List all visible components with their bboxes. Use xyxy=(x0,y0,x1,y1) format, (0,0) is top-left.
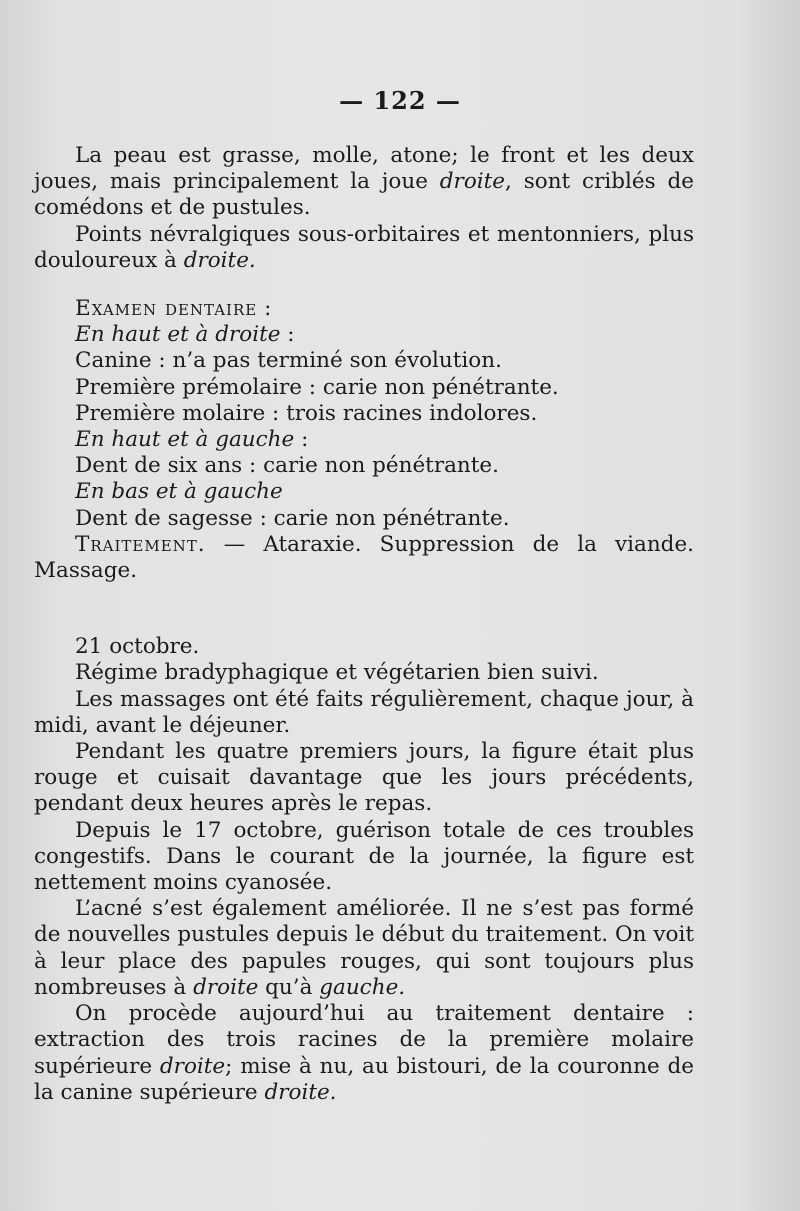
text-run: Dent de sagesse : carie non pénétrante. xyxy=(75,505,510,531)
italic-text: En bas et à gauche xyxy=(75,479,283,505)
text-run: Première molaire : trois racines indolores. xyxy=(75,400,538,426)
paragraph xyxy=(34,532,694,584)
italic-text: droite xyxy=(439,169,506,195)
text-run: Points névralgiques sous-orbitaires et mentonniers, plus douloureux à xyxy=(34,221,694,273)
section-heading: Examen dentaire xyxy=(75,296,258,322)
italic-text: droite. xyxy=(264,1079,337,1105)
text-run: Première prémolaire : carie non pénétrante. xyxy=(75,374,559,400)
text-run: Dent de six ans : carie non pénétrante. xyxy=(75,453,499,479)
paragraph xyxy=(34,739,694,818)
paragraph xyxy=(34,375,694,401)
text-run: L’acné s’est également améliorée. Il ne s’est pas formé de nouvelles pustules depuis le début du traitement. On voit à leur place des papules rouges, qui sont toujours plus nombreuses à xyxy=(34,896,694,1000)
text-run: , sont criblés de comédons et de pustules. xyxy=(34,169,694,221)
text-run: Les massages ont été faits régulièrement, chaque jour, à midi, avant le déjeuner. xyxy=(34,686,694,738)
text-run: : xyxy=(257,296,272,322)
paragraph xyxy=(34,348,694,374)
text-run: : xyxy=(294,427,309,453)
italic-text: gauche. xyxy=(319,974,406,1000)
page-number: — 122 — xyxy=(339,86,461,115)
italic-text: En haut et à gauche xyxy=(75,427,295,453)
paragraph xyxy=(34,660,694,686)
paragraph xyxy=(34,453,694,479)
italic-text: droite xyxy=(193,974,259,1000)
paragraph xyxy=(34,143,694,222)
italic-text: droite xyxy=(159,1053,226,1079)
text-run: Depuis le 17 octobre, guérison totale de ces troubles congestifs. Dans le courant de la journée, la figure est nettement moins cyanosée. xyxy=(34,817,694,896)
text-run: 21 octobre. xyxy=(75,634,200,660)
text-run: Régime bradyphagique et végétarien bien suivi. xyxy=(75,660,599,686)
paragraph xyxy=(34,896,694,1001)
paragraph xyxy=(34,222,694,274)
paragraph xyxy=(34,322,694,348)
italic-text: droite. xyxy=(183,247,256,273)
paragraph xyxy=(34,479,694,505)
paragraph xyxy=(34,634,694,660)
text-run: La peau est grasse, molle, atone; le front et les deux joues, mais principalement la joue xyxy=(34,143,694,195)
paragraph xyxy=(34,296,694,322)
italic-text: En haut et à droite xyxy=(75,322,281,348)
text-run: : xyxy=(280,322,295,348)
section-heading: Traitement. xyxy=(75,531,206,557)
paragraph xyxy=(34,1001,694,1106)
paragraph xyxy=(34,401,694,427)
text-run: Pendant les quatre premiers jours, la figure était plus rouge et cuisait davantage que les jours précédents, pendant deux heures après le repas. xyxy=(34,739,694,817)
text-run: Canine : n’a pas terminé son évolution. xyxy=(75,348,502,374)
text-run: qu’à xyxy=(258,974,320,1000)
paragraph xyxy=(34,818,694,897)
paragraph xyxy=(34,427,694,453)
text-run: — Ataraxie. Suppression de la viande. Massage. xyxy=(34,531,694,584)
text-run: On procède aujourd’hui au traitement dentaire : extraction des trois racines de la première molaire supérieure xyxy=(34,1001,694,1079)
paragraph xyxy=(34,506,694,532)
text-run: ; mise à nu, au bistouri, de la couronne de la canine supérieure xyxy=(34,1053,695,1105)
paragraph xyxy=(34,687,694,739)
body-text xyxy=(34,143,694,1106)
